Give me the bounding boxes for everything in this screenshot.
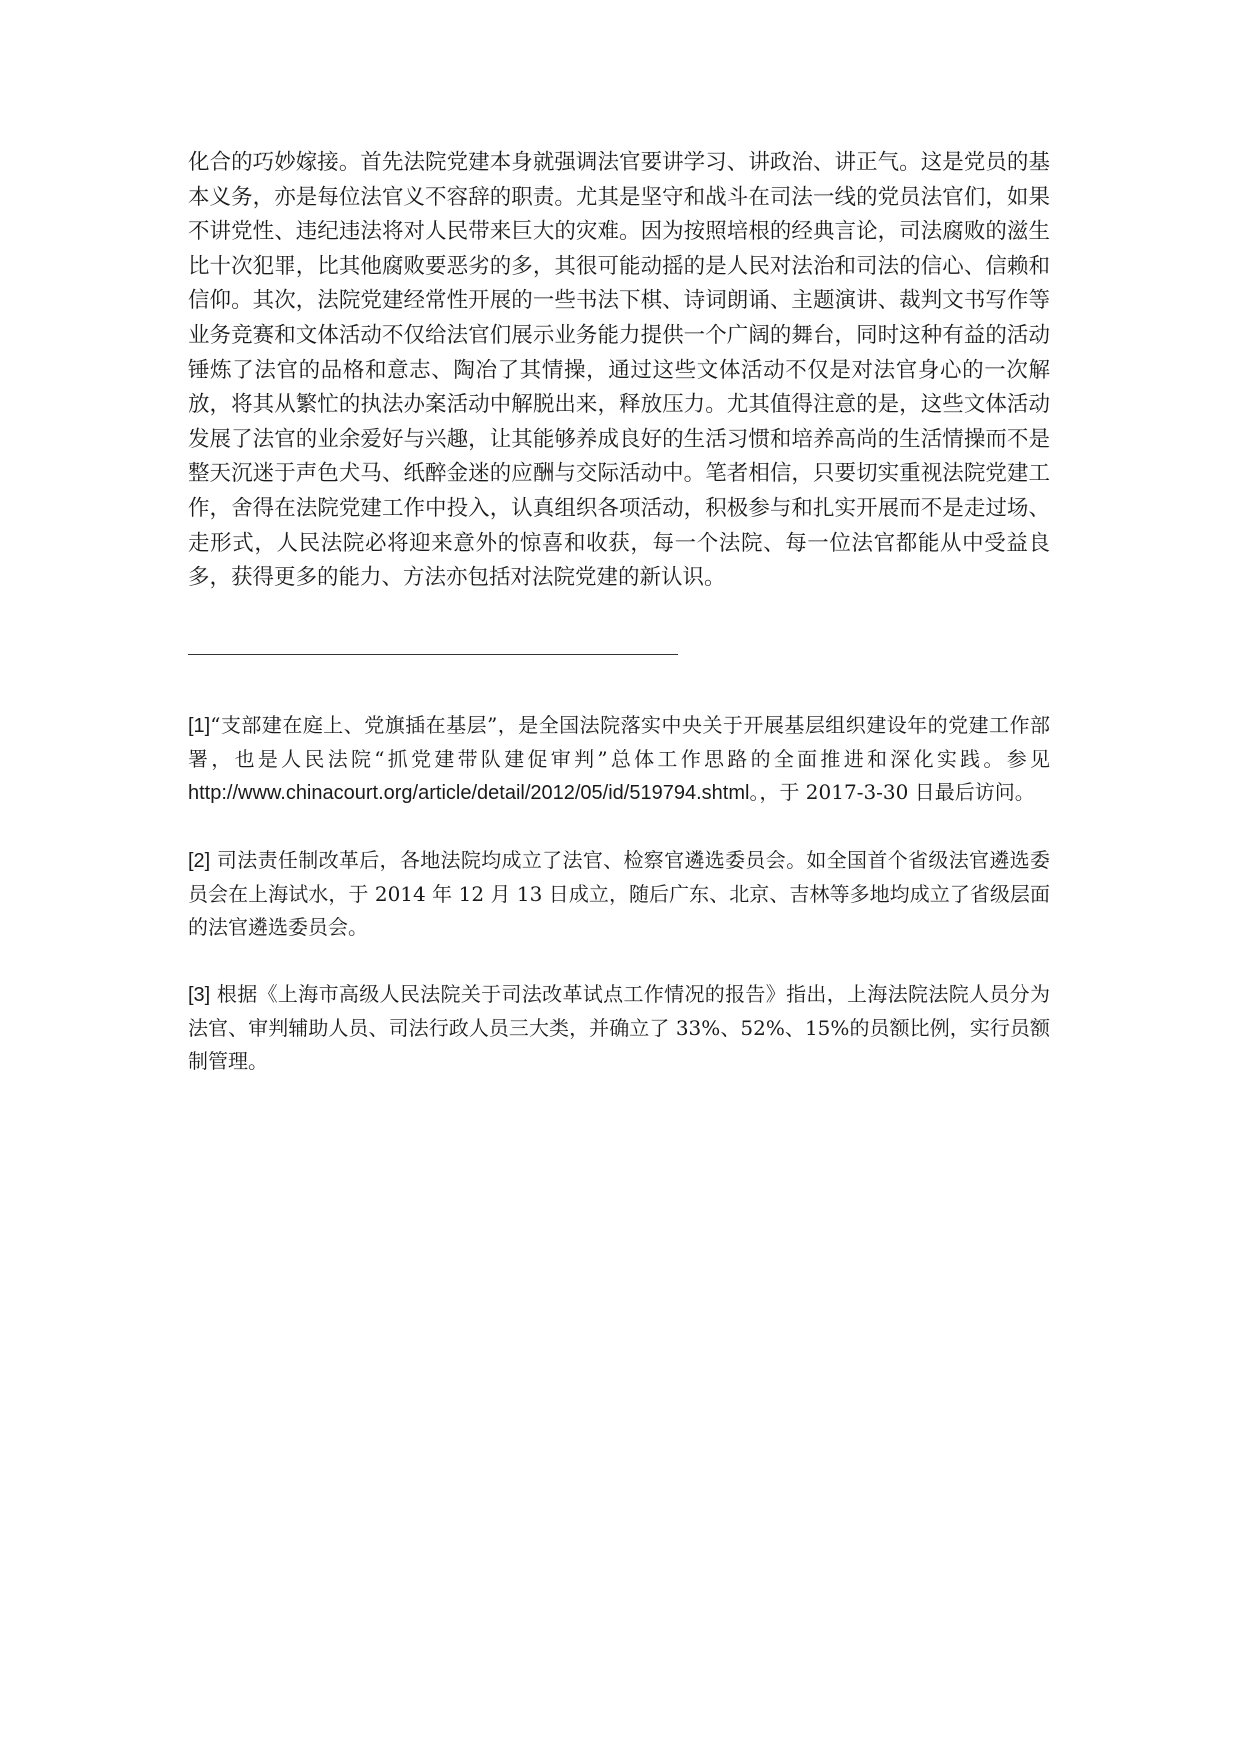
footnote-2 [188, 844, 1050, 944]
footnote-text-after: 。，于 2017-3-30 日最后访问。 [749, 779, 1035, 804]
footnote-url: http://www.chinacourt.org/article/detail/2012/05/id/519794.shtml [188, 781, 750, 804]
footnote-separator [188, 654, 678, 655]
footnotes-section [188, 709, 1050, 1078]
footnote-marker: [1] [188, 714, 211, 737]
footnote-3 [188, 978, 1050, 1078]
footnote-text: “支部建在庭上、党旗插在基层”，是全国法院落实中央关于开展基层组织建设年的党建工作部署，也是人民法院“抓党建带队建促审判”总体工作思路的全面推进和深化实践。参见 [188, 712, 1050, 771]
footnote-1 [188, 709, 1050, 810]
footnote-text: 根据《上海市高级人民法院关于司法改革试点工作情况的报告》指出，上海法院法院人员分为法官、审判辅助人员、司法行政人员三大类，并确立了 33%、52%、15%的员额比例，实行员额制管理。 [188, 981, 1050, 1073]
document-page [188, 146, 1050, 1112]
footnote-marker: [3] [188, 983, 211, 1006]
footnote-text: 司法责任制改革后，各地法院均成立了法官、检察官遴选委员会。如全国首个省级法官遴选委员会在上海试水，于 2014 年 12 月 13 日成立，随后广东、北京、吉林等多地均成立了省级层面的法官遴选委员会。 [188, 847, 1050, 939]
footnote-marker: [2] [188, 849, 211, 872]
body-paragraph: 化合的巧妙嫁接。首先法院党建本身就强调法官要讲学习、讲政治、讲正气。这是党员的基本义务，亦是每位法官义不容辞的职责。尤其是坚守和战斗在司法一线的党员法官们，如果不讲党性、违纪违法将对人民带来巨大的灾难。因为按照培根的经典言论，司法腐败的滋生比十次犯罪，比其他腐败要恶劣的多，其很可能动摇的是人民对法治和司法的信心、信赖和信仰。其次，法院党建经常性开展的一些书法下棋、诗词朗诵、主题演讲、裁判文书写作等业务竞赛和文体活动不仅给法官们展示业务能力提供一个广阔的舞台，同时这种有益的活动锤炼了法官的品格和意志、陶冶了其情操，通过这些文体活动不仅是对法官身心的一次解放，将其从繁忙的执法办案活动中解脱出来，释放压力。尤其值得注意的是，这些文体活动发展了法官的业余爱好与兴趣，让其能够养成良好的生活习惯和培养高尚的生活情操而不是整天沉迷于声色犬马、纸醉金迷的应酬与交际活动中。笔者相信，只要切实重视法院党建工作，舍得在法院党建工作中投入，认真组织各项活动，积极参与和扎实开展而不是走过场、走形式，人民法院必将迎来意外的惊喜和收获，每一个法院、每一位法官都能从中受益良多，获得更多的能力、方法亦包括对法院党建的新认识。 [188, 150, 1050, 591]
